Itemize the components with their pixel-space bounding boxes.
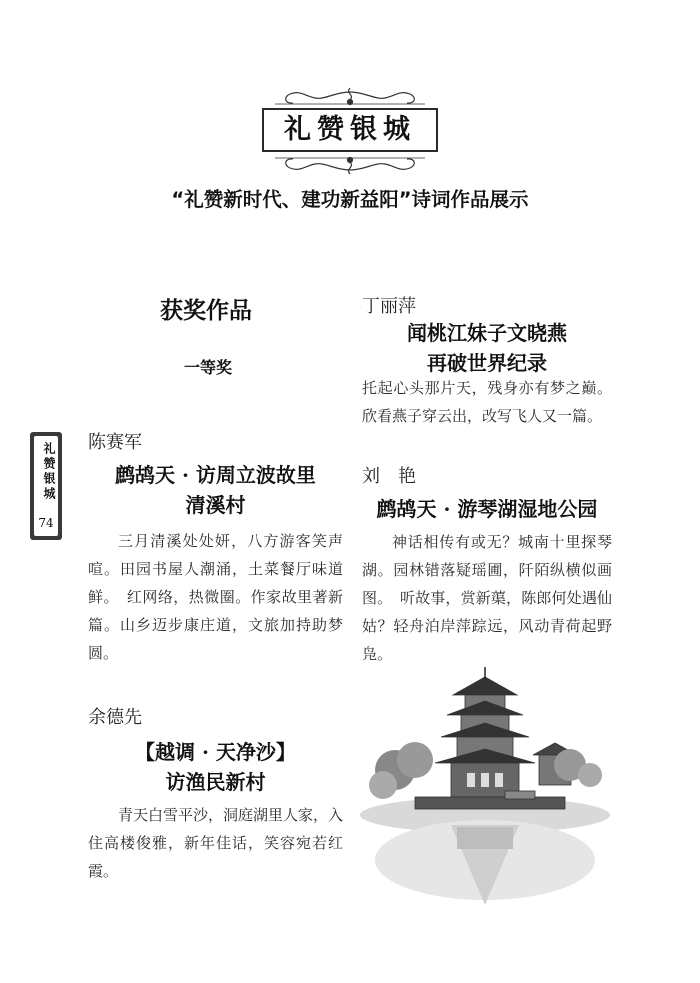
poem-body: 托起心头那片天，残身亦有梦之巅。欣看燕子穿云出，改写飞人又一篇。 [362,379,612,425]
award-level: 一等奖 [184,358,233,377]
poem-title: 【越调 · 天净沙】 访渔民新村 [135,740,296,794]
series-title: “礼赞新时代、建功新益阳”诗词作品展示 [171,188,529,211]
award-heading: 获奖作品 [160,298,252,324]
side-tab [30,432,62,540]
poem-title: 鹧鸪天 · 访周立波故里 清溪村 [115,463,316,517]
poem-body: 三月清溪处处妍，八方游客笑声喧。田园书屋人潮涌，土菜餐厅味道鲜。 红网络，热微圈。作家故里著新篇。山乡迈步康庄道，文旅加持助梦圆。 [88,532,343,662]
poem-title: 鹧鸪天 · 游琴湖湿地公园 [376,497,598,521]
poem-author: 余德先 [88,707,142,728]
poem-title: 闻桃江妹子文晓燕 再破世界纪录 [407,321,567,375]
poem-body: 青天白雪平沙，洞庭湖里人家，入住高楼俊雅，新年佳话，笑容宛若红霞。 [88,806,344,880]
poem-author: 丁丽萍 [362,296,416,317]
poem-body: 神话相传有或无？城南十里探琴湖。园林错落疑瑶圃，阡陌纵横似画图。 听故事，赏新蕖，陈郎何处遇仙姑？轻舟泊岸萍踪远，风动青荷起野凫。 [362,533,612,663]
page-number: 74 [38,516,54,530]
poem-author: 刘 艳 [362,466,416,487]
side-tab-label: 礼赞银城 [42,442,56,502]
poem-author: 陈赛军 [88,432,142,453]
pagoda-landscape-icon [355,665,615,925]
column-title: 礼赞银城 [262,108,438,152]
